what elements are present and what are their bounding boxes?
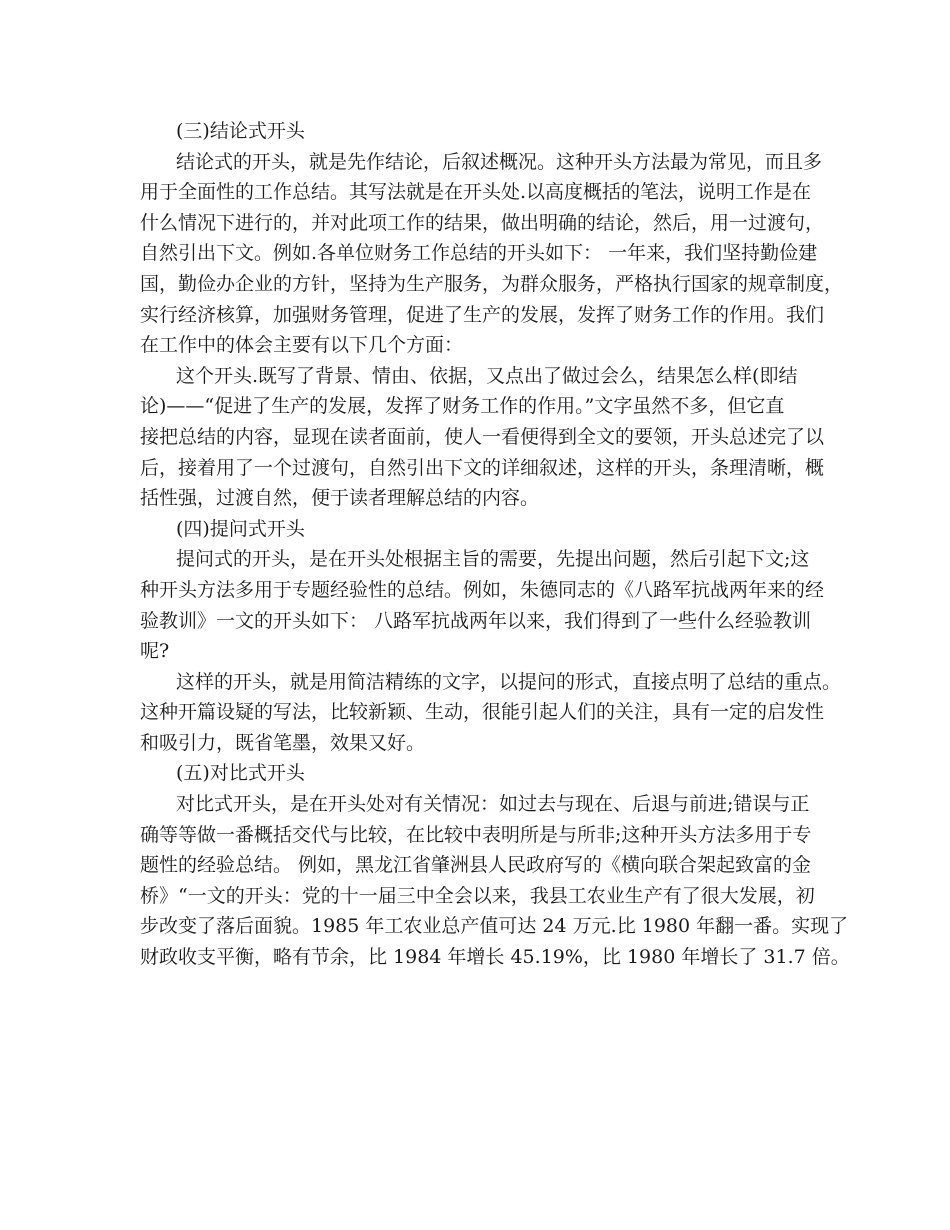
paragraph-line: 这种开篇设疑的写法，比较新颖、生动，很能引起人们的关注，具有一定的启发性	[140, 701, 825, 724]
paragraph-line: 对比式开头，是在开头处对有关情况：如过去与现在、后退与前进;错误与正	[176, 793, 810, 816]
paragraph-line: 用于全面性的工作总结。其写法就是在开头处.以高度概括的笔法，说明工作是在	[140, 181, 812, 204]
paragraph-line: 这样的开头，就是用简洁精练的文字，以提问的形式，直接点明了总结的重点。	[176, 670, 842, 693]
paragraph-line: 步改变了落后面貌。1985 年工农业总产值可达 24 万元.比 1980 年翻一番。实现了	[140, 915, 849, 938]
paragraph-line: 括性强，过渡自然，便于读者理解总结的内容。	[140, 487, 540, 510]
paragraph-line: 财政收支平衡，略有节余，比 1984 年增长 45.19%，比 1980 年增长了 31.7 倍。	[140, 946, 850, 969]
paragraph-line: 呢?	[140, 640, 170, 663]
paragraph-line: 种开头方法多用于专题经验性的总结。例如，朱德同志的《八路军抗战两年来的经	[140, 578, 825, 601]
paragraph-line: 自然引出下文。例如.各单位财务工作总结的开头如下： 一年来，我们坚持勤俭建	[140, 242, 818, 265]
paragraph-line: 在工作中的体会主要有以下几个方面：	[140, 334, 464, 357]
paragraph-line: 结论式的开头，就是先作结论，后叙述概况。这种开头方法最为常见，而且多	[176, 150, 823, 173]
paragraph-line: 桥》“一文的开头：党的十一届三中全会以来，我县工农业生产有了很大发展，初	[140, 884, 815, 907]
paragraph-line: 验教训》一文的开头如下： 八路军抗战两年以来，我们得到了一些什么经验教训	[140, 609, 812, 632]
paragraph-line: 提问式的开头，是在开头处根据主旨的需要，先提出问题，然后引起下文;这	[176, 548, 810, 571]
paragraph-line: 接把总结的内容，显现在读者面前，使人一看便得到全文的要领，开头总述完了以	[140, 425, 825, 448]
paragraph-line: 和吸引力，既省笔墨，效果又好。	[140, 731, 426, 754]
paragraph-line: 实行经济核算，加强财务管理，促进了生产的发展，发挥了财务工作的作用。我们	[140, 303, 825, 326]
section-heading: (四)提问式开头	[176, 517, 305, 540]
paragraph-line: 后，接着用了一个过渡句，自然引出下文的详细叙述，这样的开头，条理清晰，概	[140, 456, 825, 479]
paragraph-line: 这个开头.既写了背景、情由、依据，又点出了做过会么，结果怎么样(即结	[176, 364, 798, 387]
paragraph-line: 论)——“促进了生产的发展，发挥了财务工作的作用。”文字虽然不多，但它直	[140, 395, 785, 418]
paragraph-line: 确等等做一番概括交代与比较，在比较中表明所是与所非;这种开头方法多用于专	[140, 823, 812, 846]
paragraph-line: 题性的经验总结。 例如，黑龙江省肇洲县人民政府写的《横向联合架起致富的金	[140, 854, 812, 877]
section-heading: (三)结论式开头	[176, 120, 305, 142]
document-body	[140, 116, 850, 973]
paragraph-line: 什么情况下进行的，并对此项工作的结果，做出明确的结论，然后，用一过渡句，	[140, 211, 825, 234]
paragraph-line: 国，勤俭办企业的方针，坚持为生产服务，为群众服务，严格执行国家的规章制度，	[140, 272, 844, 295]
section-heading: (五)对比式开头	[176, 762, 305, 785]
